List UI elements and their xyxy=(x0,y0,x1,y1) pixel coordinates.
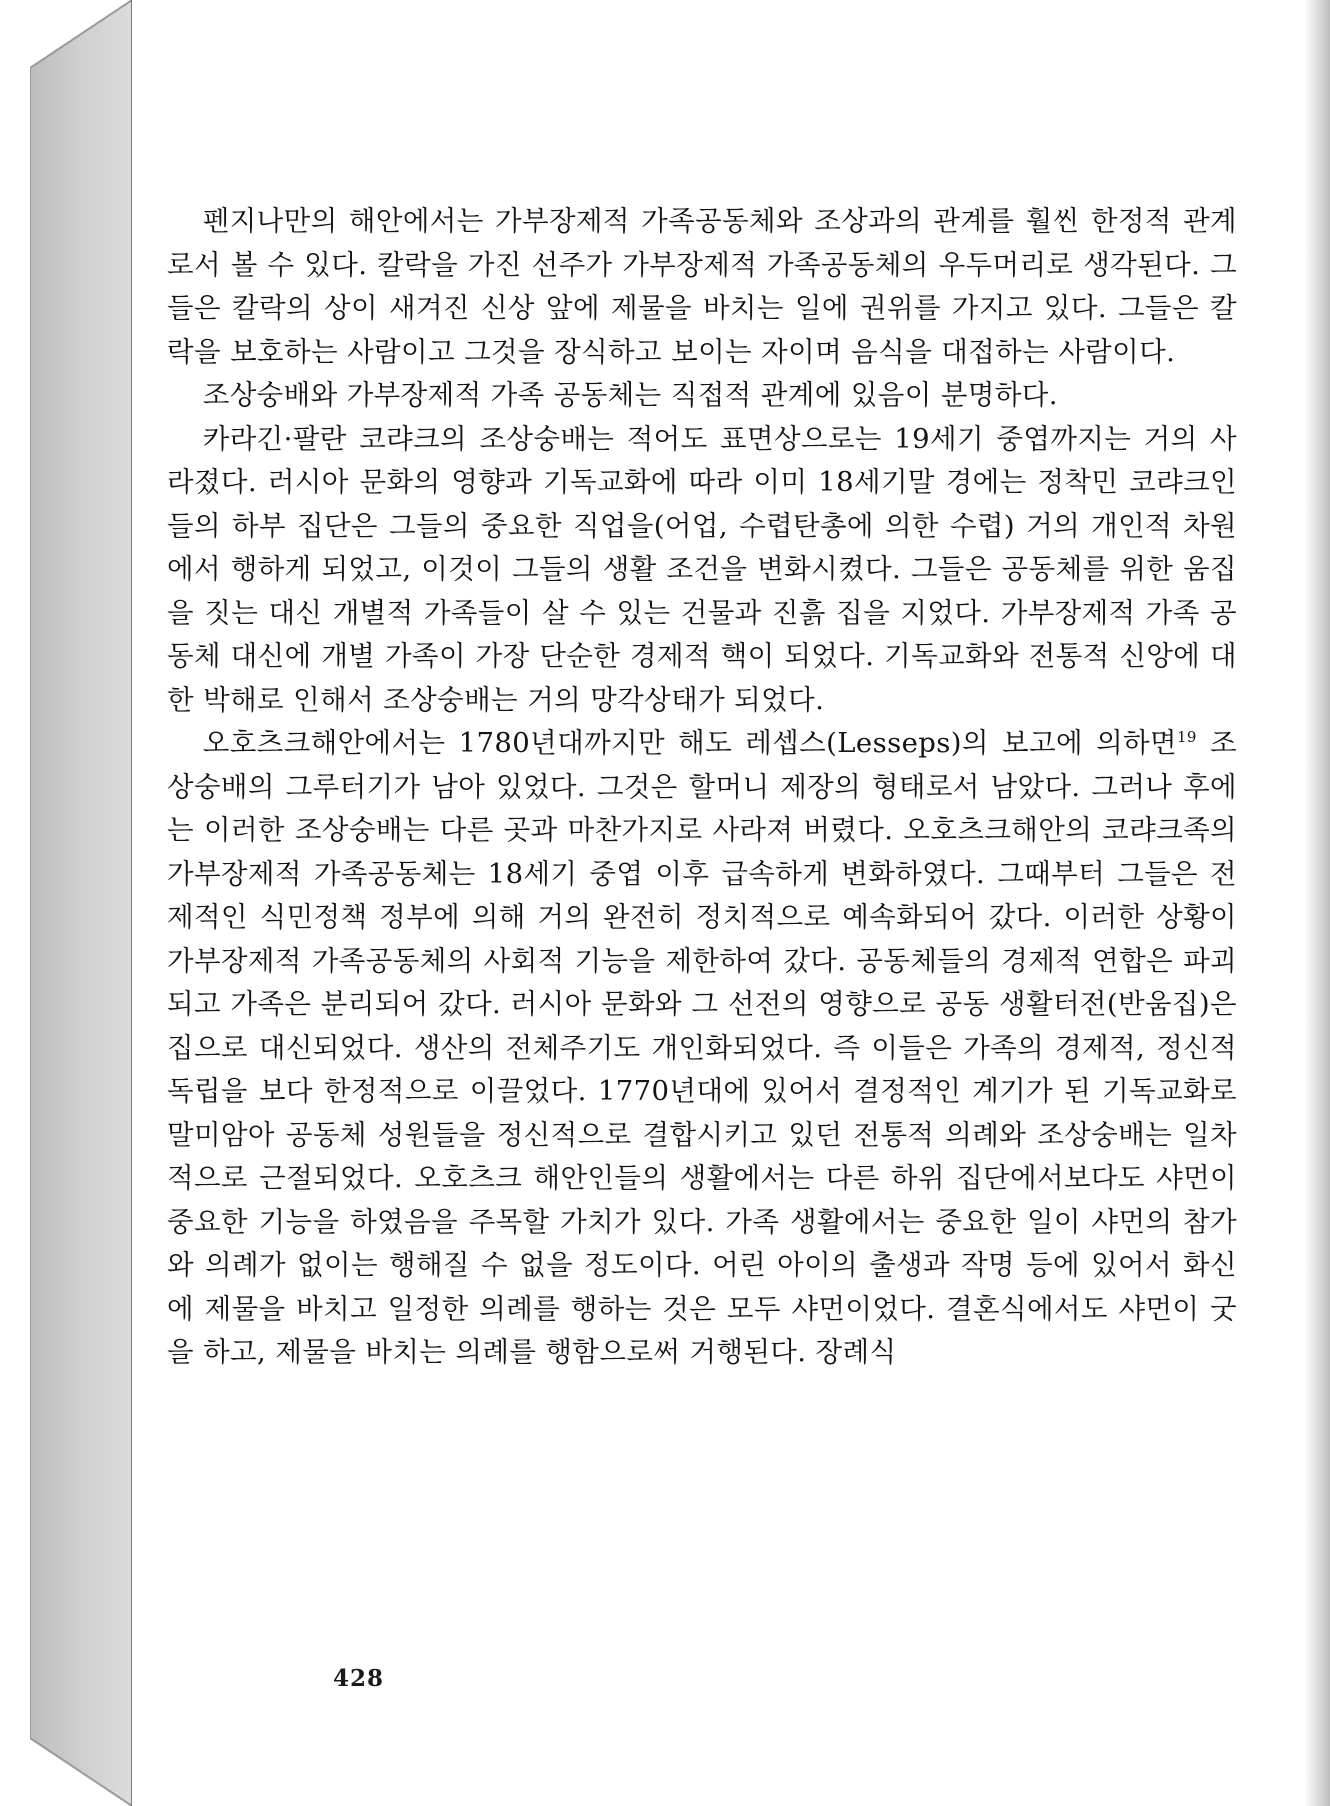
paragraph-4-rest: 조상숭배의 그루터기가 남아 있었다. 그것은 할머니 제장의 형태로서 남았다. 그러나 후에는 이러한 조상숭배는 다른 곳과 마찬가지로 사라져 버렸다. 오호츠크해안의 코랴크족의 가부장제적 가족공동체는 18세기 중엽 이후 급속하게 변화하였다. 그때부터 그들은 전제적인 식민정책 정부에 의해 거의 완전히 정치적으로 예속화되어 갔다. 이러한 상황이 가부장제적 가족공동체의 사회적 기능을 제한하여 갔다. 공동체들의 경제적 연합은 파괴되고 가족은 분리되어 갔다. 러시아 문화와 그 선전의 영향으로 공동 생활터전(반움집)은 집으로 대신되었다. 생산의 전체주기도 개인화되었다. 즉 이들은 가족의 경제적, 정신적 독립을 보다 한정적으로 이끌었다. 1770년대에 있어서 결정적인 계기가 된 기독교화로 말미암아 공동체 성원들을 정신적으로 결합시키고 있던 전통적 의례와 조상숭배는 일차적으로 근절되었다. 오호츠크 해안인들의 생활에서는 다른 하위 집단에서보다도 샤먼이 중요한 기능을 하였음을 주목할 가치가 있다. 가족 생활에서는 중요한 일이 샤먼의 참가와 의례가 없이는 행해질 수 없을 정도이다. 어린 아이의 출생과 작명 등에 있어서 화신에 제물을 바치고 일정한 의례를 행하는 것은 모두 샤먼이었다. 결혼식에서도 샤먼이 굿을 하고, 제물을 바치는 의례를 행함으로써 거행된다. 장례식 xyxy=(167,727,1237,1368)
page-edge-shadow xyxy=(1304,0,1330,1806)
paragraph-3: 카라긴·팔란 코랴크의 조상숭배는 적어도 표면상으로는 19세기 중엽까지는 거의 사라졌다. 러시아 문화의 영향과 기독교화에 따라 이미 18세기말 경에는 정착민 코랴크인들의 하부 집단은 그들의 중요한 직업을(어업, 수렵탄총에 의한 수렵) 거의 개인적 차원에서 행하게 되었고, 이것이 그들의 생활 조건을 변화시켰다. 그들은 공동체를 위한 움집을 짓는 대신 개별적 가족들이 살 수 있는 건물과 진흙 집을 지었다. 가부장제적 가족 공동체 대신에 개별 가족이 가장 단순한 경제적 핵이 되었다. 기독교화와 전통적 신앙에 대한 박해로 인해서 조상숭배는 거의 망각상태가 되었다. xyxy=(167,422,1237,716)
paragraph-2: 조상숭배와 가부장제적 가족 공동체는 직접적 관계에 있음이 분명하다. xyxy=(202,379,1058,411)
book-spine xyxy=(30,0,140,1806)
page-body xyxy=(167,200,1237,1375)
paragraph-4 xyxy=(167,722,1237,1375)
paragraph-1: 펜지나만의 해안에서는 가부장제적 가족공동체와 조상과의 관계를 훨씬 한정적 관계로서 볼 수 있다. 칼락을 가진 선주가 가부장제적 가족공동체의 우두머리로 생각된다. 그들은 칼락의 상이 새겨진 신상 앞에 제물을 바치는 일에 권위를 가지고 있다. 그들은 칼락을 보호하는 사람이고 그것을 장식하고 보이는 자이며 음식을 대접하는 사람이다. xyxy=(167,205,1237,368)
book-spine-graphic xyxy=(30,0,140,1806)
page-number: 428 xyxy=(333,1665,385,1692)
footnote-reference: 19 xyxy=(1176,727,1197,746)
paragraph-4-lead: 오호츠크해안에서는 1780년대까지만 해도 레셉스(Lesseps)의 보고에 의하면 xyxy=(202,727,1177,759)
